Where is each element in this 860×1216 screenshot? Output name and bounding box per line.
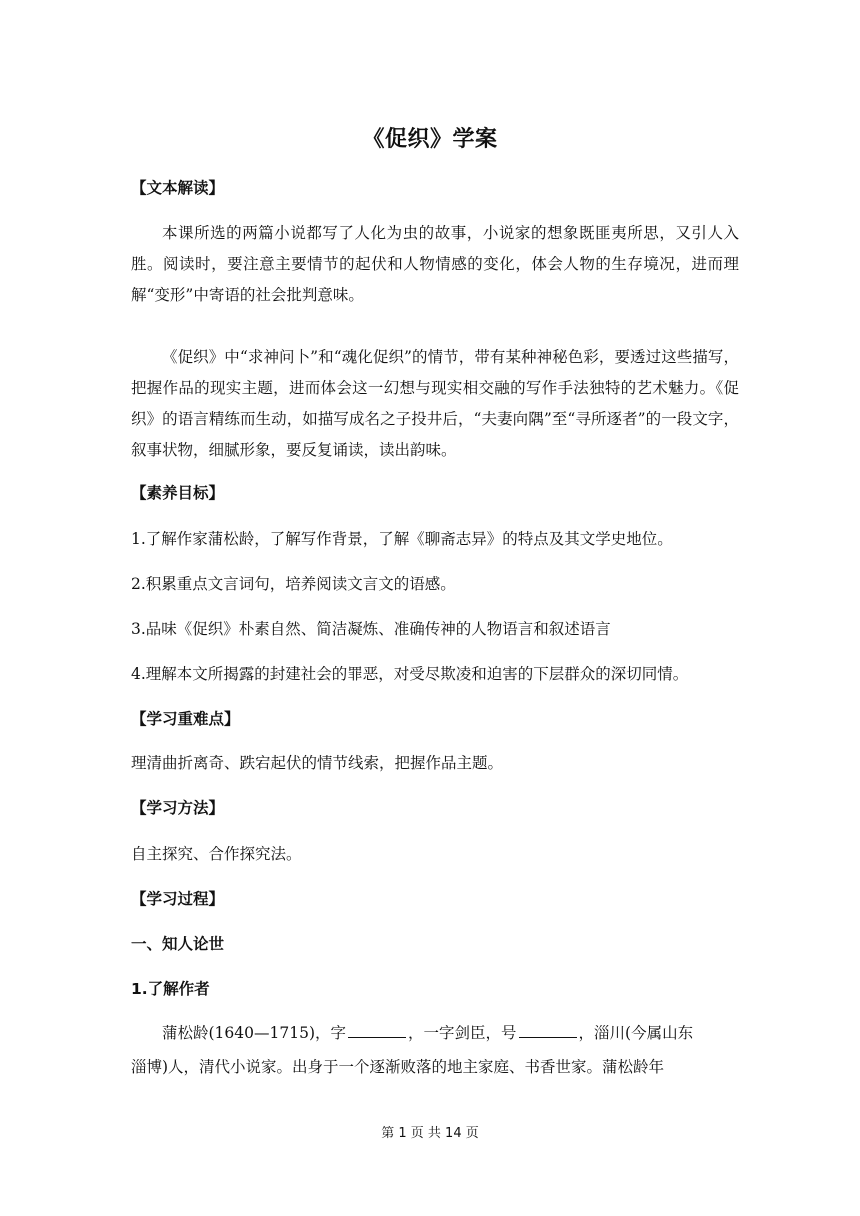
goal-item-2: 2.积累重点文言词句，培养阅读文言文的语感。 [131, 575, 456, 593]
heading-key-points: 【学习重难点】 [131, 710, 240, 728]
author-text-part-2: ，一字剑臣，号 [408, 1024, 517, 1042]
goal-item-1: 1.了解作家蒲松龄，了解写作背景，了解《聊斋志异》的特点及其文学史地位。 [131, 530, 673, 548]
goal-item-4: 4.理解本文所揭露的封建社会的罪恶，对受尽欺凌和迫害的下层群众的深切同情。 [131, 665, 689, 683]
reading-paragraph-1: 本课所选的两篇小说都写了人化为虫的故事，小说家的想象既匪夷所思，又引人入胜。阅读时，要注意主要情节的起伏和人物情感的变化，体会人物的生存境况，进而理解“变形”中寄语的社会批判意味。 [131, 224, 739, 304]
page-footer: 第 1 页 共 14 页 [381, 1126, 479, 1141]
page-title: 《促织》学案 [362, 127, 498, 152]
heading-goals: 【素养目标】 [131, 484, 225, 502]
goal-item-3: 3.品味《促织》朴素自然、简洁凝炼、准确传神的人物语言和叙述语言 [131, 620, 611, 638]
key-points-text: 理清曲折离奇、跌宕起伏的情节线索，把握作品主题。 [131, 754, 504, 772]
heading-text-reading: 【文本解读】 [131, 179, 225, 197]
blank-pen-name[interactable] [519, 1021, 577, 1038]
author-line-2: 淄博)人，清代小说家。出身于一个逐渐败落的地主家庭、书香世家。蒲松龄年 [131, 1058, 665, 1076]
subheading-know-author: 一、知人论世 [131, 935, 225, 953]
author-text-part-3: ，淄川(今属山东 [578, 1024, 694, 1042]
heading-process: 【学习过程】 [131, 890, 225, 908]
author-line-1 [131, 1021, 751, 1045]
reading-paragraph-2: 《促织》中“求神问卜”和“魂化促织”的情节，带有某种神秘色彩，要透过这些描写，把握作品的现实主题，进而体会这一幻想与现实相交融的写作手法独特的艺术魅力。《促织》的语言精练而生动，如描写成名之子投井后，“夫妻向隅”至“寻所逐者”的一段文字，叙事状物，细腻形象，要反复诵读，读出韵味。 [131, 348, 739, 459]
blank-courtesy-name[interactable] [348, 1021, 406, 1038]
heading-method: 【学习方法】 [131, 799, 225, 817]
author-text-part-1: 蒲松龄(1640—1715)，字 [162, 1024, 346, 1042]
method-text: 自主探究、合作探究法。 [131, 845, 302, 863]
subheading-understand-author: 1.了解作者 [131, 980, 210, 998]
